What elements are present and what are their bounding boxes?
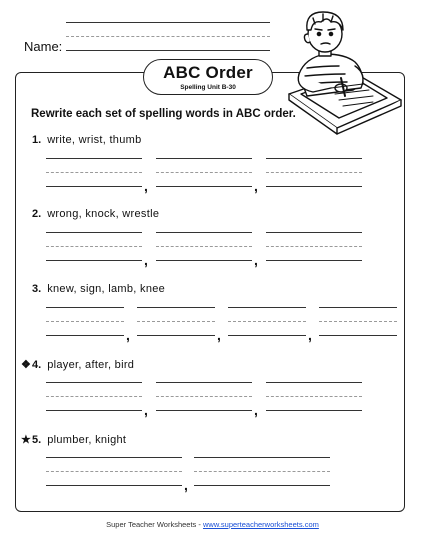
answer-5a-mid xyxy=(46,471,182,472)
answer-2b-line[interactable] xyxy=(156,260,252,261)
answer-2b-mid xyxy=(156,246,252,247)
answer-1a-mid xyxy=(46,172,142,173)
problem-4-number: 4. xyxy=(32,359,42,371)
answer-4b-top xyxy=(156,382,252,383)
footer-link[interactable]: www.superteacherworksheets.com xyxy=(202,520,319,529)
answer-1c-top xyxy=(266,158,362,159)
footer-separator: - xyxy=(198,520,201,529)
problem-5-words: plumber, knight xyxy=(47,434,127,446)
answer-1b-mid xyxy=(156,172,252,173)
answer-1c-line[interactable] xyxy=(266,186,362,187)
worksheet-title: ABC Order xyxy=(163,63,253,82)
comma: , xyxy=(254,252,258,268)
name-label: Name: xyxy=(24,39,63,54)
comma: , xyxy=(184,477,188,493)
answer-3c-line[interactable] xyxy=(228,335,306,336)
answer-2c-mid xyxy=(266,246,362,247)
answer-4a-top xyxy=(46,382,142,383)
answer-1a-top xyxy=(46,158,142,159)
problem-2-words: wrong, knock, wrestle xyxy=(47,208,160,220)
answer-3d-mid xyxy=(319,321,397,322)
comma: , xyxy=(144,402,148,418)
problem-1-words: write, wrist, thumb xyxy=(47,134,142,146)
diamond-icon: ❖ xyxy=(21,359,31,371)
answer-5b-line[interactable] xyxy=(194,485,330,486)
problem-1-prompt xyxy=(21,134,142,146)
answer-3a-line[interactable] xyxy=(46,335,124,336)
problem-1-number: 1. xyxy=(32,134,42,146)
problem-4-words: player, after, bird xyxy=(47,359,135,371)
name-input-line[interactable] xyxy=(66,50,270,51)
problem-3-number: 3. xyxy=(32,283,42,295)
answer-4c-mid xyxy=(266,396,362,397)
answer-4b-line[interactable] xyxy=(156,410,252,411)
answer-1b-line[interactable] xyxy=(156,186,252,187)
answer-5a-top xyxy=(46,457,182,458)
star-icon: ★ xyxy=(21,434,31,446)
answer-5b-top xyxy=(194,457,330,458)
comma: , xyxy=(144,252,148,268)
comma: , xyxy=(254,402,258,418)
answer-4a-mid xyxy=(46,396,142,397)
footer xyxy=(0,520,425,529)
comma: , xyxy=(217,327,221,343)
answer-3a-mid xyxy=(46,321,124,322)
answer-5a-line[interactable] xyxy=(46,485,182,486)
answer-3a-top xyxy=(46,307,124,308)
answer-3c-top xyxy=(228,307,306,308)
problem-3-prompt xyxy=(21,283,165,295)
comma: , xyxy=(308,327,312,343)
answer-2c-line[interactable] xyxy=(266,260,362,261)
comma: , xyxy=(254,178,258,194)
answer-3b-top xyxy=(137,307,215,308)
answer-4c-top xyxy=(266,382,362,383)
instructions-text: Rewrite each set of spelling words in ABC order. xyxy=(31,108,296,120)
answer-1c-mid xyxy=(266,172,362,173)
answer-4b-mid xyxy=(156,396,252,397)
answer-3c-mid xyxy=(228,321,306,322)
problem-5-number: 5. xyxy=(32,434,42,446)
footer-site-name: Super Teacher Worksheets xyxy=(106,520,197,529)
boy-writing-illustration xyxy=(283,4,403,136)
problem-4-prompt xyxy=(21,358,134,371)
title-badge xyxy=(143,59,273,95)
answer-2a-top xyxy=(46,232,142,233)
comma: , xyxy=(126,327,130,343)
problem-3-words: knew, sign, lamb, knee xyxy=(47,283,166,295)
answer-3d-line[interactable] xyxy=(319,335,397,336)
answer-3b-mid xyxy=(137,321,215,322)
answer-3d-top xyxy=(319,307,397,308)
answer-1a-line[interactable] xyxy=(46,186,142,187)
answer-4a-line[interactable] xyxy=(46,410,142,411)
problem-2-prompt xyxy=(21,208,159,220)
problem-2-number: 2. xyxy=(32,208,42,220)
name-mid-line xyxy=(66,36,270,37)
comma: , xyxy=(144,178,148,194)
answer-3b-line[interactable] xyxy=(137,335,215,336)
answer-2c-top xyxy=(266,232,362,233)
worksheet-subtitle: Spelling Unit B-30 xyxy=(180,84,236,91)
answer-1b-top xyxy=(156,158,252,159)
answer-2a-mid xyxy=(46,246,142,247)
answer-4c-line[interactable] xyxy=(266,410,362,411)
answer-2b-top xyxy=(156,232,252,233)
answer-5b-mid xyxy=(194,471,330,472)
problem-5-prompt xyxy=(21,433,126,446)
name-top-line xyxy=(66,22,270,23)
answer-2a-line[interactable] xyxy=(46,260,142,261)
